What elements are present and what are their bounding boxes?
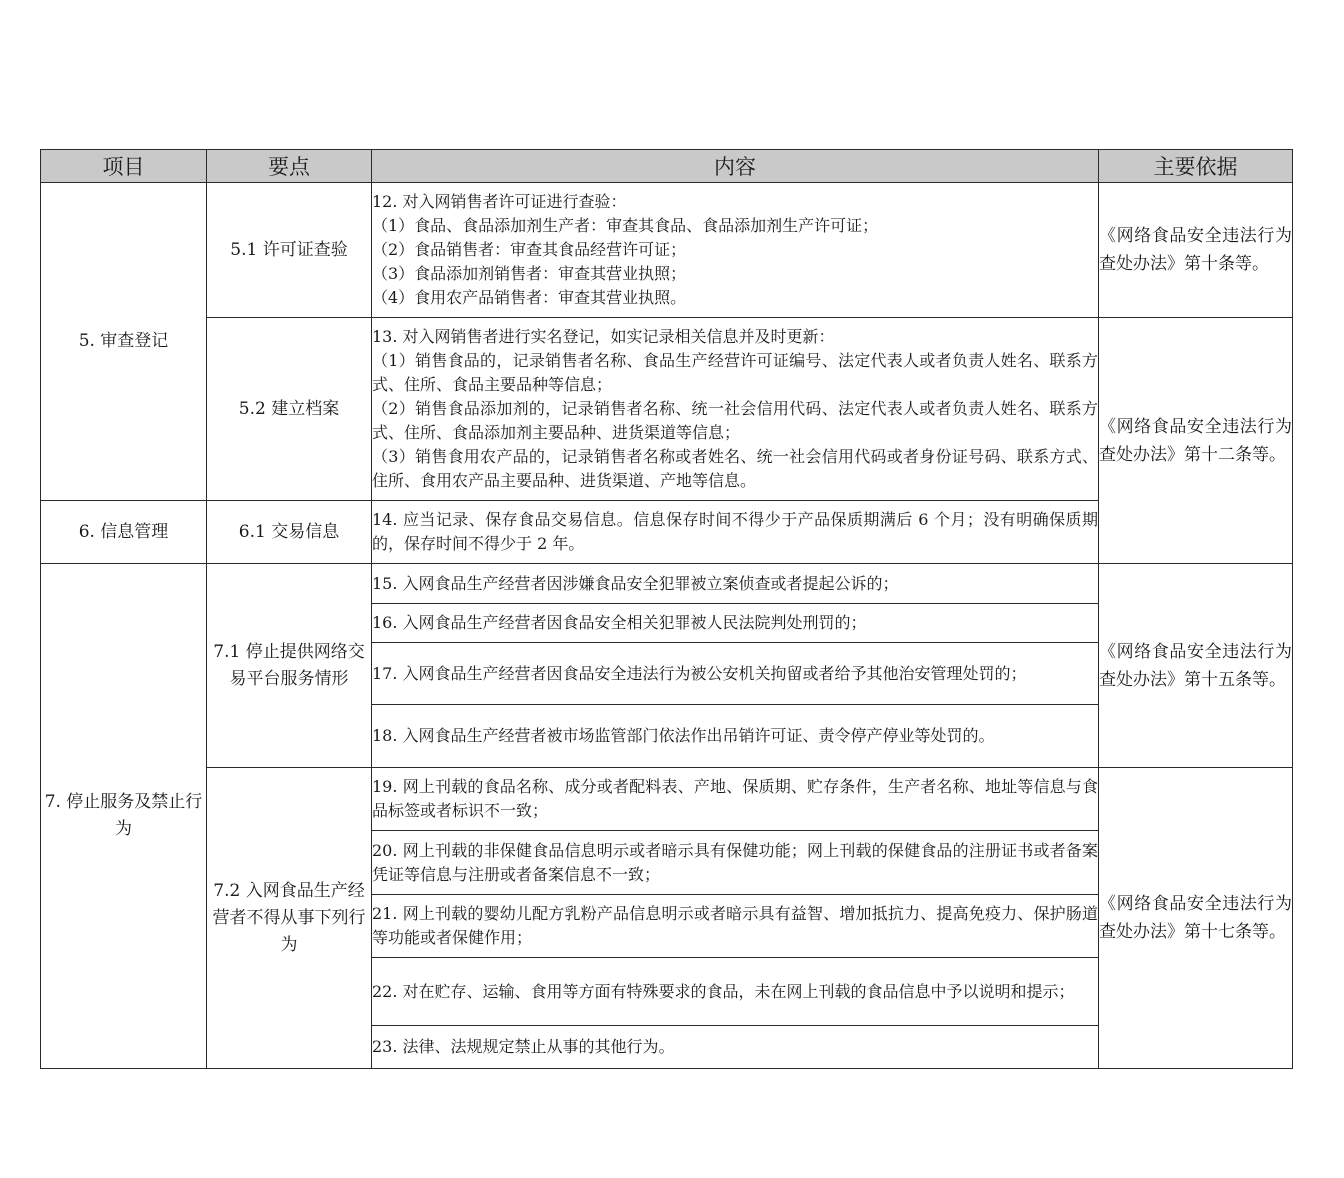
content-line: 12. 对入网销售者许可证进行查验： [372,192,627,211]
content-line: （1）食品、食品添加剂生产者：审查其食品、食品添加剂生产许可证； [372,216,879,235]
header-point: 要点 [207,150,372,183]
point-cell-5-1: 5.1 许可证查验 [207,183,372,318]
basis-cell-10: 《网络食品安全违法行为查处办法》第十条等。 [1099,183,1293,318]
header-basis: 主要依据 [1099,150,1293,183]
regulation-table [40,149,1293,1069]
content-line: （3）销售食用农产品的，记录销售者名称或者姓名、统一社会信用代码或者身份证号码、联系方式、住所、食用农产品主要品种、进货渠道、产地等信息。 [372,447,1098,490]
header-row [41,150,1293,183]
content-cell-21: 21. 网上刊载的婴幼儿配方乳粉产品信息明示或者暗示具有益智、增加抵抗力、提高免疫力、保护肠道等功能或者保健作用； [372,895,1099,958]
basis-cell-15: 《网络食品安全违法行为查处办法》第十五条等。 [1099,564,1293,768]
content-cell-15: 15. 入网食品生产经营者因涉嫌食品安全犯罪被立案侦查或者提起公诉的； [372,564,1099,604]
table-row [41,564,1293,604]
basis-cell-17: 《网络食品安全违法行为查处办法》第十七条等。 [1099,768,1293,1069]
table-row [41,768,1293,831]
basis-cell-12: 《网络食品安全违法行为查处办法》第十二条等。 [1099,318,1293,564]
content-line: （2）食品销售者：审查其食品经营许可证； [372,240,687,259]
project-cell-6: 6. 信息管理 [41,501,207,564]
content-line: （2）销售食品添加剂的，记录销售者名称、统一社会信用代码、法定代表人或者负责人姓名、联系方式、住所、食品添加剂主要品种、进货渠道等信息； [372,399,1098,442]
content-cell-20: 20. 网上刊载的非保健食品信息明示或者暗示具有保健功能；网上刊载的保健食品的注册证书或者备案凭证等信息与注册或者备案信息不一致； [372,831,1099,895]
content-cell-23: 23. 法律、法规规定禁止从事的其他行为。 [372,1026,1099,1069]
header-project: 项目 [41,150,207,183]
content-cell-18: 18. 入网食品生产经营者被市场监管部门依法作出吊销许可证、责令停产停业等处罚的。 [372,705,1099,768]
table-row [41,318,1293,501]
point-cell-7-1: 7.1 停止提供网络交易平台服务情形 [207,564,372,768]
content-cell-17: 17. 入网食品生产经营者因食品安全违法行为被公安机关拘留或者给予其他治安管理处罚的； [372,643,1099,705]
content-cell-12 [372,183,1099,318]
header-content: 内容 [372,150,1099,183]
table-row [41,183,1293,318]
content-cell-19: 19. 网上刊载的食品名称、成分或者配料表、产地、保质期、贮存条件，生产者名称、地址等信息与食品标签或者标识不一致； [372,768,1099,831]
content-cell-14: 14. 应当记录、保存食品交易信息。信息保存时间不得少于产品保质期满后 6 个月；没有明确保质期的，保存时间不得少于 2 年。 [372,501,1099,564]
content-line: （3）食品添加剂销售者：审查其营业执照； [372,264,687,283]
content-line: （4）食用农产品销售者：审查其营业执照。 [372,288,687,307]
content-cell-16: 16. 入网食品生产经营者因食品安全相关犯罪被人民法院判处刑罚的； [372,604,1099,643]
content-cell-13 [372,318,1099,501]
point-cell-5-2: 5.2 建立档案 [207,318,372,501]
project-cell-7: 7. 停止服务及禁止行为 [41,564,207,1069]
content-line: 13. 对入网销售者进行实名登记，如实记录相关信息并及时更新： [372,327,835,346]
project-cell-5: 5. 审查登记 [41,183,207,501]
content-cell-22: 22. 对在贮存、运输、食用等方面有特殊要求的食品，未在网上刊载的食品信息中予以说明和提示； [372,958,1099,1026]
point-cell-6-1: 6.1 交易信息 [207,501,372,564]
point-cell-7-2: 7.2 入网食品生产经营者不得从事下列行为 [207,768,372,1069]
content-line: （1）销售食品的，记录销售者名称、食品生产经营许可证编号、法定代表人或者负责人姓名、联系方式、住所、食品主要品种等信息； [372,351,1098,394]
